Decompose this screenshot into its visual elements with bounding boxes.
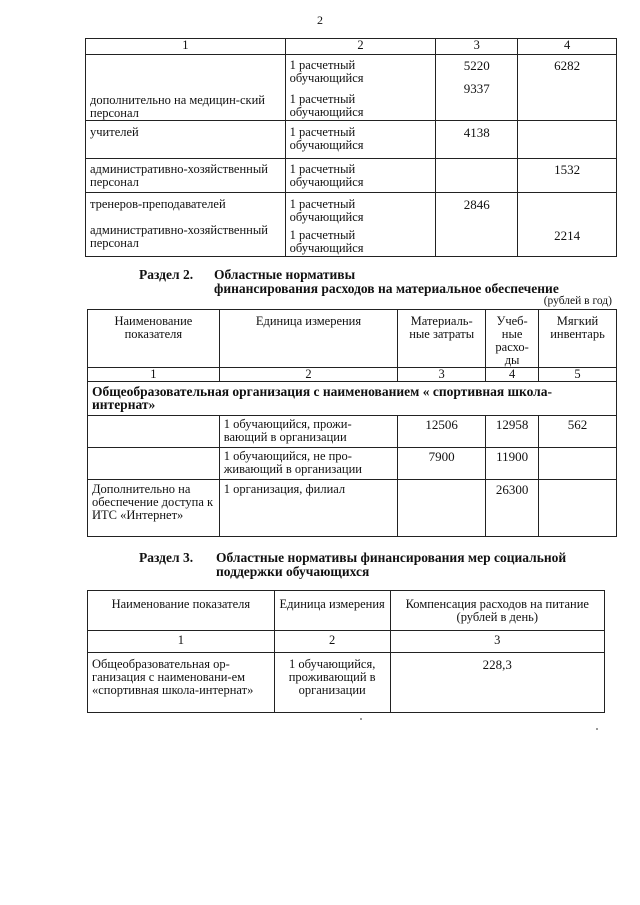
col-header: 3 — [436, 39, 518, 55]
row-label-cell — [86, 193, 286, 257]
unit-text: 1 расчетный обучающийся — [289, 228, 364, 255]
unit-text: 1 расчетный обучающийся — [289, 197, 364, 224]
unit-text: 1 организация, филиал — [219, 480, 397, 537]
row-label: административно-хозяйственный персонал — [90, 223, 268, 250]
value-2214: 2214 — [554, 228, 581, 243]
page-number: 2 — [317, 13, 323, 27]
row-label — [88, 416, 220, 448]
value-6282: 6282 — [554, 58, 581, 73]
row-label: тренеров-преподавателей — [90, 197, 226, 211]
empty-cell — [518, 121, 617, 159]
col-number: 2 — [219, 368, 397, 382]
col-header: 1 — [86, 39, 286, 55]
col-header: Наименование показателя — [88, 591, 275, 631]
value-4138: 4138 — [436, 121, 518, 159]
table-staff-norms — [85, 38, 617, 257]
col-number: 5 — [539, 368, 617, 382]
unit-text: 1 расчетный обучающийся — [285, 159, 436, 193]
unit-text: 1 обучающийся, не про-живающий в организации — [219, 448, 397, 480]
value-cell — [436, 55, 518, 121]
table-material-norms — [87, 309, 617, 537]
section3-title-line2: поддержки обучающихся — [216, 564, 370, 579]
unit-cell — [285, 193, 436, 257]
col-header: Мягкий инвентарь — [539, 310, 617, 368]
unit-text: 1 расчетный обучающийся — [289, 58, 364, 85]
value-empty — [539, 480, 617, 537]
row-label: дополнительно на медицин-ский персонал — [86, 55, 286, 121]
col-number: 3 — [398, 368, 486, 382]
row-label: Дополнительно на обеспечение доступа к ИТС «Интернет» — [88, 480, 220, 537]
unit-text: 1 расчетный обучающийся — [285, 121, 436, 159]
row-label — [88, 448, 220, 480]
section2-unit: (рублей в год) — [543, 295, 612, 307]
col-header: 2 — [285, 39, 436, 55]
table-social-support — [87, 590, 605, 713]
row-label: учителей — [86, 121, 286, 159]
col-number: 4 — [486, 368, 539, 382]
value-cell — [518, 193, 617, 257]
col-header: 4 — [518, 39, 617, 55]
value-12506: 12506 — [398, 416, 486, 448]
col-header: Наименование показателя — [88, 310, 220, 368]
col-header: Единица измерения — [219, 310, 397, 368]
scan-speck — [596, 728, 598, 730]
unit-cell — [285, 55, 436, 121]
col-number: 1 — [88, 368, 220, 382]
value-26300: 26300 — [486, 480, 539, 537]
row-label: Общеобразовательная ор-ганизация с наименовани-ем «спортивная школа-интернат» — [88, 653, 275, 713]
group-title: Общеобразовательная организация с наименованием « спортивная школа-интернат» — [88, 382, 617, 416]
col-header: Материаль-ные затраты — [398, 310, 486, 368]
col-number: 3 — [390, 631, 604, 653]
col-header: Компенсация расходов на питание (рублей в день) — [390, 591, 604, 631]
col-header: Единица измерения — [274, 591, 390, 631]
value-228-3: 228,3 — [390, 653, 604, 713]
unit-text: 1 обучающийся, проживающий в организации — [274, 653, 390, 713]
scan-speck — [360, 718, 362, 720]
section2-title-line1: Областные нормативы — [214, 267, 356, 282]
section3-label: Раздел 3. — [139, 550, 194, 565]
value-empty — [539, 448, 617, 480]
section3-title-line1: Областные нормативы финансирования мер социальной — [216, 550, 567, 565]
unit-text: 1 расчетный обучающийся — [289, 92, 364, 119]
value-12958: 12958 — [486, 416, 539, 448]
section2-label: Раздел 2. — [139, 267, 194, 282]
col-number: 2 — [274, 631, 390, 653]
row-label: административно-хозяйственный персонал — [86, 159, 286, 193]
value-2846: 2846 — [436, 193, 518, 257]
value-9337: 9337 — [463, 81, 490, 96]
section2-title-line2: финансирования расходов на материальное обеспечение — [214, 281, 559, 296]
value-11900: 11900 — [486, 448, 539, 480]
value-562: 562 — [539, 416, 617, 448]
value-empty — [398, 480, 486, 537]
value-5220: 5220 — [463, 58, 490, 73]
unit-text: 1 обучающийся, прожи-вающий в организации — [219, 416, 397, 448]
col-header: Учеб-ные расхо-ды — [486, 310, 539, 368]
value-7900: 7900 — [398, 448, 486, 480]
empty-cell — [436, 159, 518, 193]
value-1532: 1532 — [518, 159, 617, 193]
value-cell — [518, 55, 617, 121]
col-number: 1 — [88, 631, 275, 653]
